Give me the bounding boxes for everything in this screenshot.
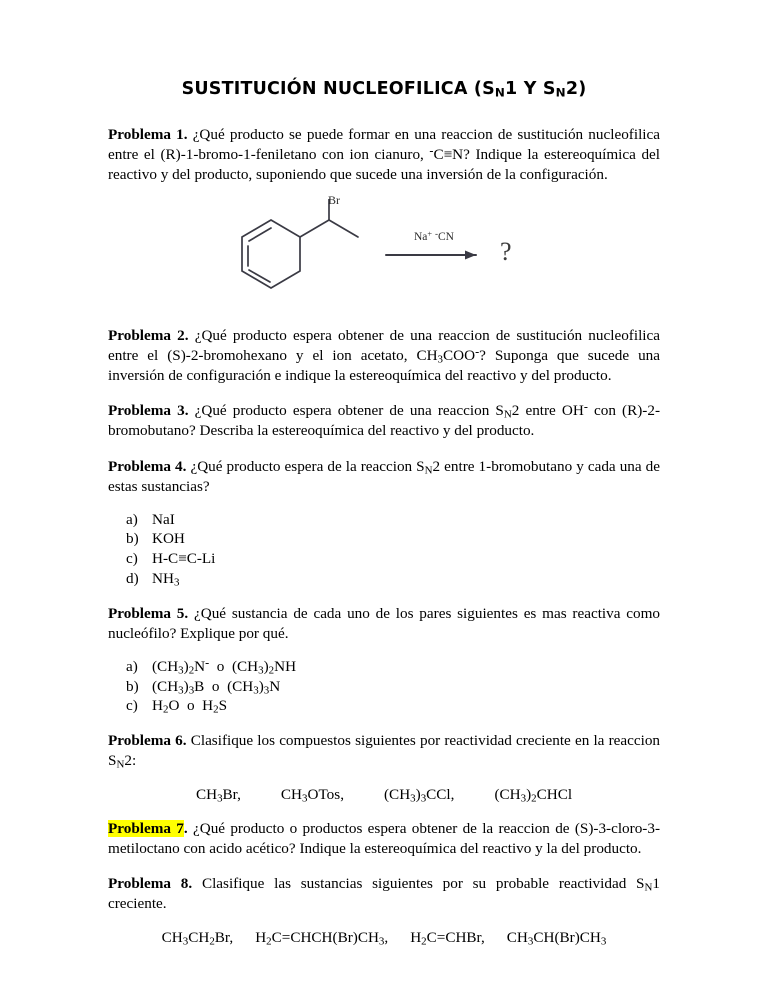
title-sub-n-1: N bbox=[494, 85, 506, 100]
problem-2-body-a: ¿Qué producto espera obtener de una reaccion de sustitución nucleofilica entre el (S)-2-bromohexano y el ion acetato, CH bbox=[108, 327, 660, 365]
formula-item: $CH_3CH_2Br$, bbox=[161, 929, 234, 949]
formula-item: $(CH_3)_3CCl$, bbox=[384, 786, 455, 805]
reagent-label bbox=[386, 228, 482, 244]
problem-7-paragraph bbox=[108, 819, 660, 859]
problem-3-label: Problema 3. bbox=[108, 402, 189, 420]
formula-item: $H_2C=CHBr$, bbox=[410, 929, 485, 949]
problem-2-body-b: COO bbox=[443, 347, 476, 365]
problem-5-paragraph bbox=[108, 604, 660, 644]
problem-5-body: ¿Qué sustancia de cada uno de los pares siguientes es mas reactiva como nucleófilo? Explique por qué. bbox=[108, 604, 661, 642]
problem-8-formulas bbox=[108, 929, 660, 947]
problem-6-body-b: 2: bbox=[124, 752, 137, 770]
reagent-cn: CN bbox=[438, 231, 454, 244]
ch-to-methyl-bond bbox=[329, 220, 358, 237]
problem-6-paragraph bbox=[108, 731, 660, 771]
problem-4-body-a: ¿Qué producto espera de la reaccion S bbox=[190, 457, 425, 475]
formula-item: $CH_3Br$, bbox=[195, 786, 241, 805]
problem-4-paragraph bbox=[108, 457, 660, 497]
problem-8-label: Problema 8. bbox=[108, 875, 193, 893]
option-marker: b) bbox=[126, 530, 139, 548]
option-text: KOH bbox=[152, 530, 185, 548]
problem-2-paragraph bbox=[108, 326, 660, 386]
list-item bbox=[108, 510, 660, 530]
option-marker: a) bbox=[126, 657, 138, 675]
problem-8-subn: N bbox=[644, 881, 653, 894]
br-label-text: Br bbox=[328, 193, 340, 208]
option-text: H-C≡C-Li bbox=[152, 550, 216, 568]
problem-6-body-a: Clasifique los compuestos siguientes por reactividad creciente en la reaccion S bbox=[108, 732, 661, 770]
page-title bbox=[108, 0, 660, 99]
problem-5-options bbox=[108, 657, 660, 716]
list-item bbox=[108, 529, 660, 549]
option-marker: c) bbox=[126, 550, 138, 568]
option-marker: c) bbox=[126, 697, 138, 715]
formula-item: $H_2C=CHCH(Br)CH_3$, bbox=[255, 929, 389, 949]
problem-1-body-b: ? Indique la estereoquímica del reactivo y del producto, suponiendo que sucede una inversión de la configuración. bbox=[108, 146, 660, 184]
formula-item: $CH_3OTos$, bbox=[280, 786, 344, 805]
document-content bbox=[108, 0, 660, 947]
option-text: NaI bbox=[152, 510, 175, 528]
option-text-base: NH bbox=[152, 569, 174, 587]
title-mid: 1 Y S bbox=[505, 79, 556, 99]
list-item bbox=[108, 696, 660, 716]
list-item bbox=[108, 657, 660, 677]
problem-4-label: Problema 4. bbox=[108, 457, 187, 475]
problem-8-body-b: 1 creciente. bbox=[108, 875, 660, 913]
option-text: $(CH_3)_2N^-$ o $(CH_3)_2NH$ bbox=[152, 655, 297, 677]
problem-3-body-b: 2 entre OH bbox=[511, 402, 584, 420]
option-marker: b) bbox=[126, 677, 139, 695]
problem-7-body: ¿Qué producto o productos espera obtener de la reaccion de (S)-3-cloro-3-metiloctano con acido acético? Indique la estereoquímica del reactivo y la del producto. bbox=[108, 820, 661, 858]
title-sub-n-2: N bbox=[555, 85, 566, 100]
problem-2-body-c: ? Suponga que sucede una inversión de configuración e indique la estereoquímica del reactivo y del producto. bbox=[108, 347, 660, 385]
option-marker: a) bbox=[126, 510, 138, 528]
product-question-mark: ? bbox=[500, 237, 512, 267]
problem-1-paragraph bbox=[108, 125, 660, 185]
problem-1-body-a: ¿Qué producto se puede formar en una reaccion de sustitución nucleofilica entre el (R)-1-bromo-1-feniletano con ion cianuro, bbox=[108, 126, 660, 164]
option-text: $H_2O$ o $H_2S$ bbox=[152, 697, 228, 716]
list-item bbox=[108, 677, 660, 697]
problem-1-label: Problema 1. bbox=[108, 126, 188, 143]
problem-7-label-tail: . bbox=[183, 820, 188, 838]
problem-4-subn: N bbox=[424, 464, 433, 477]
reagent-na-charge: + bbox=[427, 229, 433, 239]
list-item bbox=[108, 569, 660, 589]
problem-6-label: Problema 6. bbox=[108, 732, 187, 749]
option-text-sub: 3 bbox=[173, 576, 180, 589]
problem-1-formula: C≡N bbox=[433, 146, 464, 164]
problem-6-subn: N bbox=[116, 758, 125, 771]
problem-2-sub3: 3 bbox=[437, 353, 444, 366]
reaction-scheme bbox=[108, 193, 660, 311]
formula-item: $CH_3CH(Br)CH_3$ bbox=[506, 929, 607, 949]
problem-3-body-a: ¿Qué producto espera obtener de una reaccion S bbox=[194, 402, 504, 420]
ring-to-ch-bond bbox=[300, 220, 329, 237]
problem-4-options bbox=[108, 510, 660, 589]
problem-2-charge: - bbox=[475, 344, 480, 359]
problem-8-paragraph bbox=[108, 874, 660, 914]
reaction-structure-svg bbox=[226, 199, 526, 309]
problem-3-body-c: con (R)-2-bromobutano? Describa la estereoquímica del reactivo y del producto. bbox=[108, 402, 660, 440]
problem-1-charge: - bbox=[429, 143, 434, 158]
formula-item: $(CH_3)_2CHCl$ bbox=[494, 786, 573, 805]
problem-5-label: Problema 5. bbox=[108, 604, 189, 622]
reaction-arrow-head bbox=[465, 251, 476, 260]
problem-3-charge: - bbox=[583, 399, 588, 414]
option-marker: d) bbox=[126, 569, 139, 587]
option-text bbox=[152, 569, 660, 589]
benzene-ring bbox=[242, 220, 300, 288]
problem-6-formulas bbox=[108, 786, 660, 804]
list-item bbox=[108, 549, 660, 569]
reagent-cn-charge: - bbox=[434, 228, 439, 239]
problem-3-paragraph bbox=[108, 401, 660, 441]
problem-2-label: Problema 2. bbox=[108, 327, 189, 345]
br-label-svg bbox=[314, 189, 354, 211]
problem-3-subn: N bbox=[503, 409, 512, 422]
title-post: 2) bbox=[565, 79, 587, 99]
benzene-inner-bond-1 bbox=[249, 228, 271, 241]
option-text: $(CH_3)_3B$ o $(CH_3)_3N$ bbox=[152, 677, 281, 697]
title-pre: SUSTITUCIÓN NUCLEOFILICA (S bbox=[181, 79, 495, 99]
problem-7-label-highlight: Problema 7 bbox=[108, 820, 184, 838]
problem-4-body-b: 2 entre 1-bromobutano y cada una de estas sustancias? bbox=[108, 457, 660, 495]
reagent-na: Na bbox=[413, 231, 428, 244]
problem-8-body-a: Clasifique las sustancias siguientes por su probable reactividad S bbox=[201, 875, 645, 893]
